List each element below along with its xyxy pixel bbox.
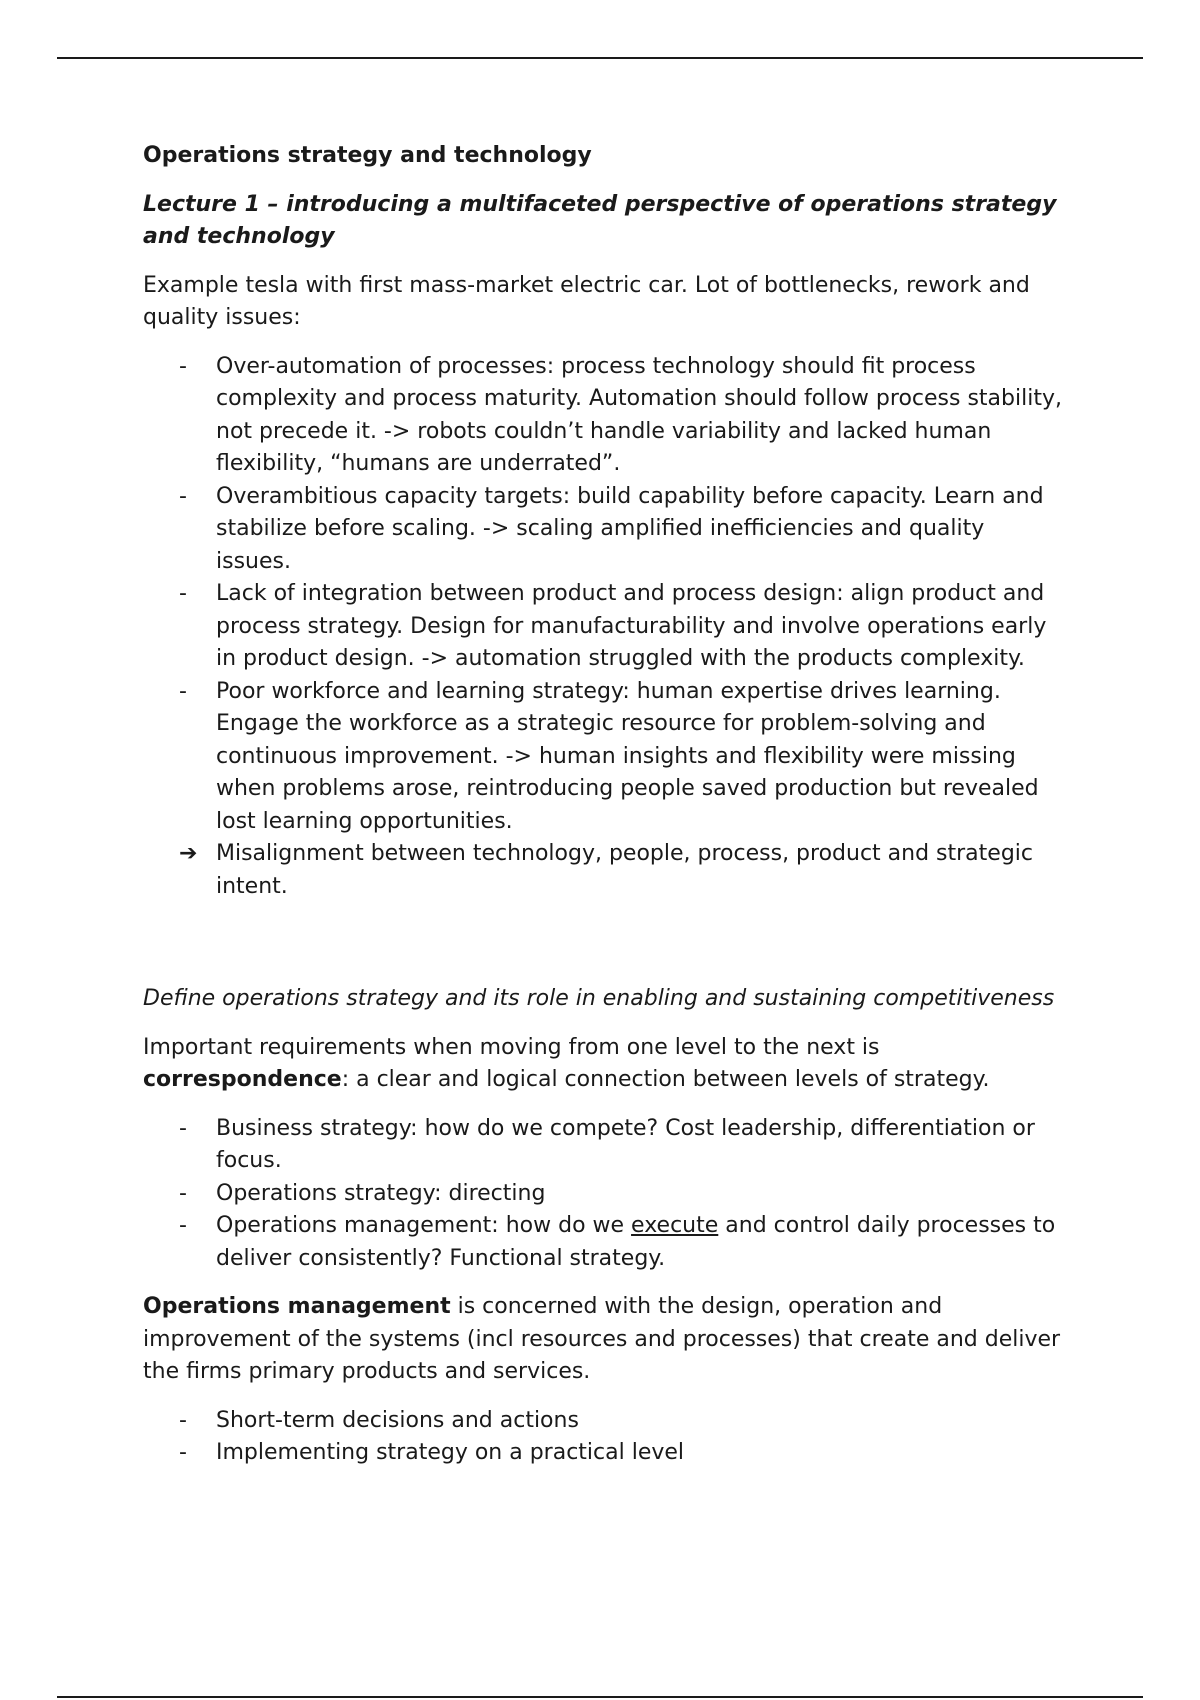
list-item-text: Lack of integration between product and process design: align product and process strategy. Design for manufacturability and involve operations early in product design. -> automation struggled with the products complexity. bbox=[216, 581, 1047, 671]
list-item bbox=[143, 676, 1063, 839]
list-item-text-suffix: and control daily processes to deliver consistently? Functional strategy. bbox=[216, 1213, 1056, 1271]
section-spacer bbox=[143, 919, 1063, 983]
dash-marker: - bbox=[179, 1407, 187, 1433]
requirements-paragraph bbox=[143, 1032, 1063, 1097]
list-item-text: Operations strategy: directing bbox=[216, 1180, 546, 1206]
dash-marker: - bbox=[179, 483, 187, 509]
dash-marker: - bbox=[179, 1115, 187, 1141]
list-item bbox=[143, 351, 1063, 481]
list-item-text: Over-automation of processes: process technology should fit process complexity and process maturity. Automation should follow process stability, not precede it. -> robots couldn’t handle variability and lacked human flexibility, “humans are underrated”. bbox=[216, 353, 1062, 476]
correspondence-term: correspondence bbox=[143, 1067, 342, 1092]
lecture-heading: Lecture 1 – introducing a multifaceted perspective of operations strategy and technology bbox=[143, 191, 1057, 249]
om-definition-paragraph bbox=[143, 1291, 1063, 1389]
levels-list bbox=[143, 1113, 1063, 1276]
dash-marker: - bbox=[179, 678, 187, 704]
dash-marker: - bbox=[179, 1213, 187, 1238]
list-item bbox=[143, 1437, 1063, 1470]
header-rule bbox=[57, 57, 1143, 59]
requirements-suffix: : a clear and logical connection between levels of strategy. bbox=[341, 1067, 990, 1092]
list-item bbox=[143, 1405, 1063, 1438]
intro-paragraph: Example tesla with first mass-market electric car. Lot of bottlenecks, rework and quality issues: bbox=[143, 272, 1030, 330]
om-points-list bbox=[143, 1405, 1063, 1470]
define-heading: Define operations strategy and its role in enabling and sustaining competitiveness bbox=[143, 986, 1055, 1011]
om-term: Operations management bbox=[143, 1294, 451, 1319]
list-item bbox=[143, 1113, 1063, 1178]
dash-marker: - bbox=[179, 353, 187, 379]
execute-underlined: execute bbox=[631, 1213, 719, 1238]
om-definition-text: is concerned with the design, operation and improvement of the systems (incl resources and processes) that create and deliver the firms primary products and services. bbox=[143, 1294, 1061, 1384]
list-item bbox=[143, 1178, 1063, 1211]
list-item bbox=[143, 838, 1063, 903]
requirements-prefix: Important requirements when moving from one level to the next is bbox=[143, 1034, 880, 1060]
list-item-text: Short-term decisions and actions bbox=[216, 1407, 579, 1433]
arrow-right-icon: ➔ bbox=[179, 841, 198, 866]
list-item-text-prefix: Operations management: how do we bbox=[216, 1213, 632, 1238]
list-item-text: Poor workforce and learning strategy: human expertise drives learning. Engage the workforce as a strategic resource for problem-solving and continuous improvement. -> human insights and flexibility were missing when problems arose, reintroducing people saved production but revealed lost learning opportunities. bbox=[216, 678, 1039, 834]
document-title: Operations strategy and technology bbox=[143, 143, 592, 168]
document-body bbox=[143, 140, 1063, 1486]
list-item bbox=[143, 481, 1063, 579]
list-item-text: Business strategy: how do we compete? Cost leadership, differentiation or focus. bbox=[216, 1115, 1035, 1173]
dash-marker: - bbox=[179, 1180, 187, 1206]
footer-rule bbox=[57, 1696, 1143, 1698]
list-item-text: Misalignment between technology, people, process, product and strategic intent. bbox=[216, 841, 1033, 899]
list-item-text: Implementing strategy on a practical level bbox=[216, 1440, 685, 1465]
list-item bbox=[143, 578, 1063, 676]
list-item-text: Overambitious capacity targets: build capability before capacity. Learn and stabilize before scaling. -> scaling amplified inefficiencies and quality issues. bbox=[216, 483, 1044, 574]
issues-list bbox=[143, 351, 1063, 904]
dash-marker: - bbox=[179, 1440, 187, 1465]
list-item bbox=[143, 1210, 1063, 1275]
dash-marker: - bbox=[179, 581, 187, 606]
